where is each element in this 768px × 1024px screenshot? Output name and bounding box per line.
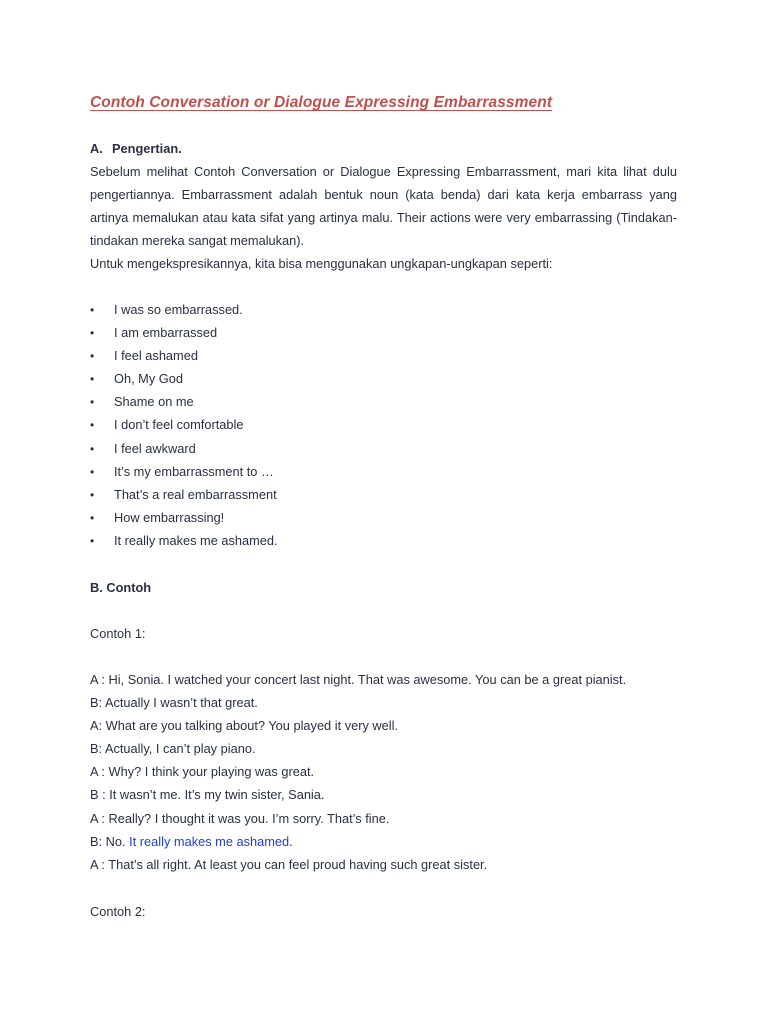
list-item	[90, 464, 278, 487]
list-item	[90, 371, 278, 394]
section-a-title: Pengertian.	[112, 141, 182, 156]
list-item	[90, 325, 278, 348]
bullet-icon: •	[90, 372, 95, 387]
bullet-icon: •	[90, 303, 95, 317]
expression-text: How embarrassing!	[114, 509, 225, 525]
expression-text: I feel awkward	[114, 440, 196, 456]
dialogue-line: B: Actually, I can’t play piano.	[90, 741, 256, 757]
list-item	[90, 510, 278, 533]
section-b-heading: B. Contoh	[90, 580, 152, 595]
document-title: Contoh Conversation or Dialogue Expressing Embarrassment	[90, 94, 553, 111]
bullet-icon: •	[90, 464, 95, 479]
list-item	[90, 348, 278, 371]
expression-text: Oh, My God	[114, 371, 183, 387]
bullet-icon: •	[90, 418, 95, 433]
expression-text: It’s my embarrassment to …	[114, 463, 274, 479]
dialogue-line: A : That’s all right. At least you can feel proud having such great sister.	[90, 856, 488, 872]
bullet-icon: •	[90, 349, 95, 364]
paragraph-line-4: tindakan mereka sangat memalukan).	[90, 233, 305, 248]
example-2-label: Contoh 2:	[90, 904, 146, 919]
expression-text: It really makes me ashamed.	[114, 532, 278, 548]
highlighted-phrase: It really makes me ashamed	[129, 833, 290, 849]
list-item	[90, 394, 278, 417]
dialogue-line: B: Actually I wasn’t that great.	[90, 695, 258, 711]
example-1-label: Contoh 1:	[90, 626, 146, 641]
expression-text: I feel ashamed	[114, 348, 198, 364]
bullet-icon: •	[90, 487, 95, 502]
dialogue-line: A : Why? I think your playing was great.	[90, 764, 315, 780]
expression-text: That’s a real embarrassment	[114, 486, 277, 502]
dialogue-line-highlighted	[90, 834, 626, 857]
dialogue-line: B : It wasn’t me. It’s my twin sister, Sania.	[90, 787, 325, 803]
dialogue-line: A: What are you talking about? You played it very well.	[90, 718, 399, 734]
expression-text: Shame on me	[114, 394, 194, 410]
dialogue-line: A : Hi, Sonia. I watched your concert last night. That was awesome. You can be a great pianist.	[90, 672, 627, 687]
bullet-icon: •	[90, 533, 95, 548]
expressions-intro: Untuk mengekspresikannya, kita bisa menggunakan ungkapan-ungkapan seperti:	[90, 256, 553, 271]
section-a-heading	[90, 141, 182, 157]
bullet-icon: •	[90, 395, 95, 410]
expression-text: I don’t feel comfortable	[114, 417, 244, 433]
dialogue-line: A : Really? I thought it was you. I’m sorry. That’s fine.	[90, 810, 390, 826]
dialogue	[90, 672, 626, 880]
list-item	[90, 441, 278, 464]
paragraph-line-1: Sebelum melihat Contoh Conversation or Dialogue Expressing Embarrassment, mari kita lihat dulu	[90, 164, 677, 179]
paragraph-line-2: pengertiannya. Embarrassment adalah bentuk noun (kata benda) dari kata kerja embarrass yang	[90, 187, 677, 202]
expression-text: I was so embarrassed.	[114, 302, 243, 317]
bullet-icon: •	[90, 326, 95, 341]
list-item	[90, 417, 278, 440]
bullet-icon: •	[90, 510, 95, 525]
dialogue-suffix: .	[289, 833, 293, 849]
bullet-icon: •	[90, 441, 95, 456]
list-item	[90, 302, 278, 325]
dialogue-prefix: B: No.	[90, 833, 130, 849]
expression-text: I am embarrassed	[114, 325, 218, 341]
paragraph-line-3: artinya memalukan atau kata sifat yang artinya malu. Their actions were very embarrassing (Tindakan-	[90, 210, 677, 225]
section-a-number: A.	[90, 141, 103, 156]
list-item	[90, 533, 278, 556]
list-item	[90, 487, 278, 510]
expression-list	[90, 302, 278, 556]
